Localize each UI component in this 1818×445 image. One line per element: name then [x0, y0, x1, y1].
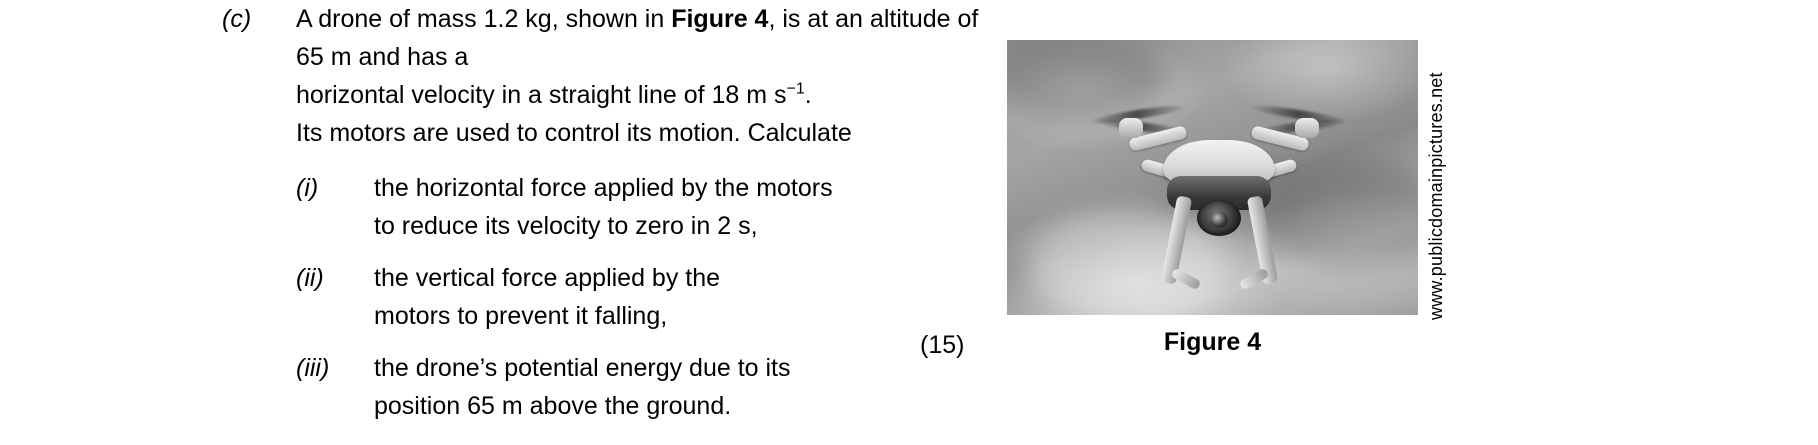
motor-left [1119, 118, 1143, 138]
subpart-ii-line-1: the vertical force applied by the [374, 264, 721, 292]
stem-line-2 [296, 76, 1012, 114]
figure-4-image [1007, 40, 1418, 315]
question-part-c [222, 0, 1012, 439]
subpart-ii-line-2: motors to prevent it falling, [374, 302, 668, 330]
drone-photograph [1007, 40, 1418, 315]
stem-line-1 [296, 0, 1012, 76]
subpart-ii [222, 259, 1012, 335]
subpart-i-line-1: the horizontal force applied by the motors [374, 174, 833, 202]
stem-line-1-post: , is at an altitude of 65 m and has a [296, 5, 979, 71]
question-stem-row [222, 0, 1012, 152]
image-credit-text: www.publicdomainpictures.net [1426, 72, 1446, 320]
quadcopter-drone [1111, 92, 1326, 282]
subpart-iii [222, 349, 1012, 425]
subpart-i-text [374, 169, 994, 245]
stem-line-1-pre: A drone of mass 1.2 kg, shown in [296, 5, 672, 33]
subpart-i-line-2: to reduce its velocity to zero in 2 s, [374, 212, 758, 240]
question-subparts [222, 169, 1012, 425]
subpart-iii-text [374, 349, 994, 425]
marks-allocation: (15) [920, 331, 965, 359]
figure-caption: Figure 4 [1163, 328, 1262, 356]
figure-reference: Figure 4 [671, 5, 769, 33]
stem-line-3: Its motors are used to control its motion. Calculate [296, 119, 852, 147]
image-credit [1424, 40, 1448, 320]
subpart-i [222, 169, 1012, 245]
velocity-exponent: −1 [786, 80, 805, 98]
question-stem [296, 0, 1012, 152]
stem-line-2-pre: horizontal velocity in a straight line of 18 m s [296, 81, 787, 109]
stem-line-2-post: . [804, 81, 812, 109]
subpart-i-label: (i) [296, 174, 319, 202]
subpart-ii-text [374, 259, 994, 335]
camera-lens [1210, 212, 1228, 228]
part-label: (c) [222, 5, 252, 33]
subpart-ii-label: (ii) [296, 264, 324, 292]
subpart-iii-label: (iii) [296, 354, 330, 382]
subpart-iii-line-2: position 65 m above the ground. [374, 392, 732, 420]
motor-right [1295, 118, 1319, 138]
subpart-iii-line-1: the drone’s potential energy due to its [374, 354, 791, 382]
